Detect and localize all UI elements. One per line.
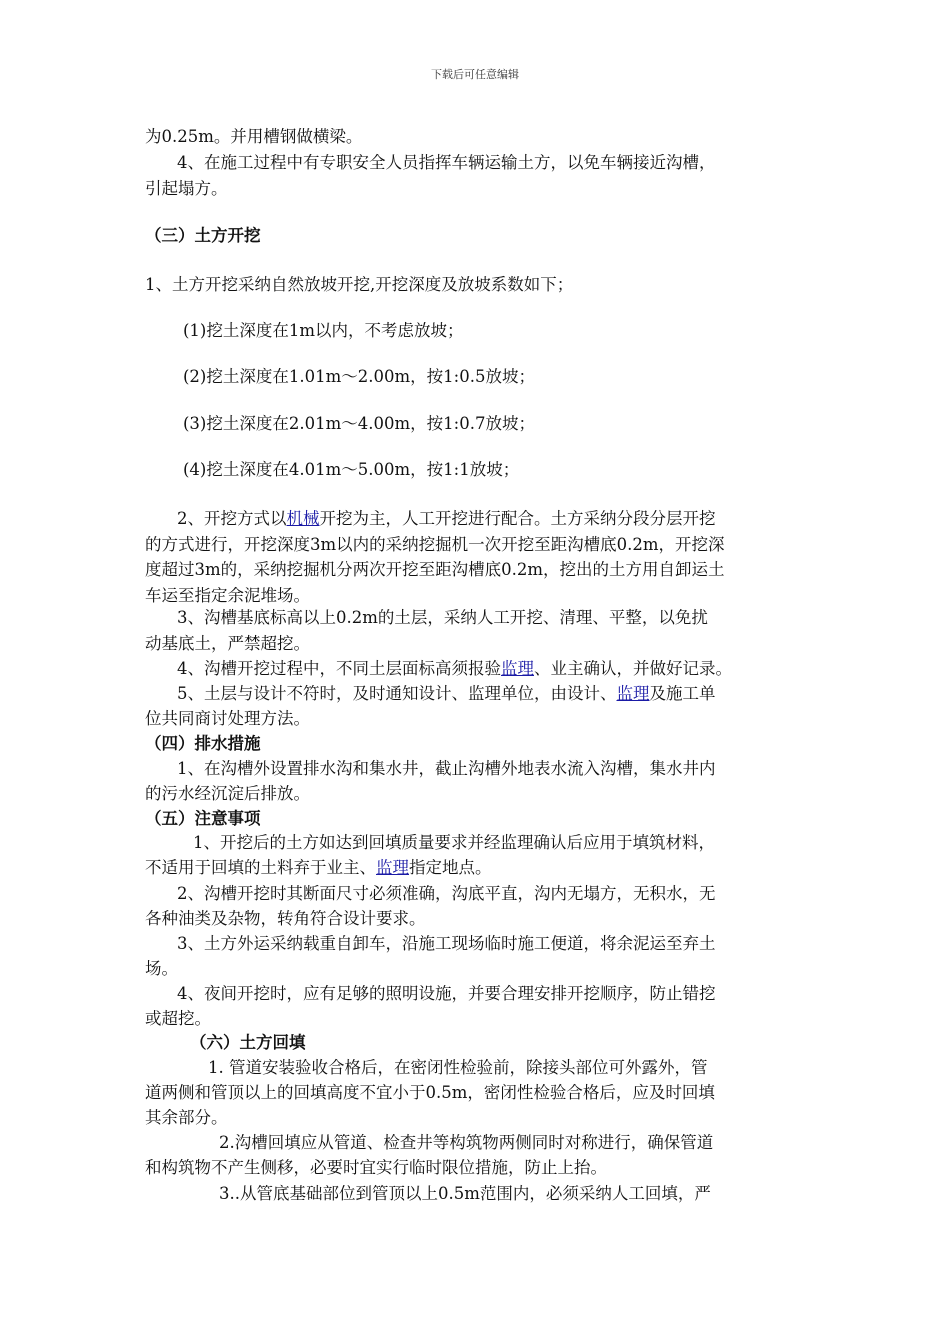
paragraph-line: 1、土方开挖采纳自然放坡开挖,开挖深度及放坡系数如下； <box>145 275 574 294</box>
section-heading-3: （三）土方开挖 <box>145 226 261 245</box>
text-span: 2、开挖方式以 <box>177 509 287 528</box>
paragraph-line: 的污水经沉淀后排放。 <box>145 784 310 803</box>
text-span: 不适用于回填的土料弃于业主、 <box>145 858 376 877</box>
link-machinery[interactable]: 机械 <box>286 509 320 528</box>
link-supervision[interactable]: 监理 <box>376 858 409 877</box>
paragraph-line: 的方式进行，开挖深度3m以内的采纳挖掘机一次开挖至距沟槽底0.2m，开挖深 <box>145 535 725 554</box>
paragraph-line: 动基底土，严禁超挖。 <box>145 634 310 653</box>
text-span: 5、土层与设计不符时，及时通知设计、监理单位，由设计、 <box>177 684 617 703</box>
page-header: 下载后可任意编辑 <box>431 68 519 81</box>
paragraph-line: 和构筑物不产生侧移，必要时宜实行临时限位措施，防止上抬。 <box>145 1158 607 1177</box>
list-item: (1)挖土深度在1m以内，不考虑放坡； <box>183 321 464 340</box>
section-heading-6: （六）土方回填 <box>190 1033 306 1052</box>
paragraph-line: 为0.25m。并用槽钢做横梁。 <box>145 127 363 146</box>
paragraph-line: 引起塌方。 <box>145 179 228 198</box>
section-heading-5: （五）注意事项 <box>145 809 261 828</box>
list-item: (3)挖土深度在2.01m～4.00m，按1:0.7放坡； <box>183 414 535 433</box>
text-span: 4、沟槽开挖过程中，不同土层面标高须报验 <box>177 659 501 678</box>
text-span: 指定地点。 <box>409 858 492 877</box>
paragraph-line: 位共同商讨处理方法。 <box>145 709 310 728</box>
paragraph-line: 4、夜间开挖时，应有足够的照明设施，并要合理安排开挖顺序，防止错挖 <box>177 984 716 1003</box>
text-span: 开挖为主，人工开挖进行配合。土方采纳分段分层开挖 <box>319 509 716 528</box>
paragraph-line: 2.沟槽回填应从管道、检查井等构筑物两侧同时对称进行，确保管道 <box>219 1133 714 1152</box>
paragraph-line <box>145 855 492 881</box>
paragraph-line: 度超过3m的，采纳挖掘机分两次开挖至距沟槽底0.2m，挖出的土方用自卸运土 <box>145 560 725 579</box>
text-span: 及施工单 <box>649 684 716 703</box>
paragraph-line: 1、在沟槽外设置排水沟和集水井，截止沟槽外地表水流入沟槽，集水井内 <box>177 759 716 778</box>
paragraph-line: 3、土方外运采纳载重自卸车，沿施工现场临时施工便道，将余泥运至弃土 <box>177 934 716 953</box>
paragraph-line: 场。 <box>145 959 178 978</box>
paragraph-line <box>177 656 732 682</box>
paragraph-line <box>177 506 716 532</box>
paragraph-line: 2、沟槽开挖时其断面尺寸必须准确，沟底平直，沟内无塌方，无积水，无 <box>177 884 716 903</box>
paragraph-line: 道两侧和管顶以上的回填高度不宜小于0.5m，密闭性检验合格后，应及时回填 <box>145 1083 715 1102</box>
paragraph-line: 3..从管底基础部位到管顶以上0.5m范围内，必须采纳人工回填，严 <box>219 1184 711 1203</box>
paragraph-line: 4、在施工过程中有专职安全人员指挥车辆运输土方，以免车辆接近沟槽， <box>177 153 716 172</box>
paragraph-line: 车运至指定余泥堆场。 <box>145 586 310 605</box>
link-supervision[interactable]: 监理 <box>616 684 650 703</box>
paragraph-line: 1. 管道安装验收合格后，在密闭性检验前，除接头部位可外露外，管 <box>208 1058 708 1077</box>
text-span: 、业主确认，并做好记录。 <box>534 659 732 678</box>
link-supervision[interactable]: 监理 <box>501 659 534 678</box>
paragraph-line: 1、开挖后的土方如达到回填质量要求并经监理确认后应用于填筑材料， <box>193 833 715 852</box>
paragraph-line: 其余部分。 <box>145 1108 228 1127</box>
paragraph-line: 或超挖。 <box>145 1009 211 1028</box>
paragraph-line <box>177 681 716 707</box>
list-item: (4)挖土深度在4.01m～5.00m，按1:1放坡； <box>183 460 520 479</box>
list-item: (2)挖土深度在1.01m～2.00m，按1:0.5放坡； <box>183 367 535 386</box>
paragraph-line: 各种油类及杂物，转角符合设计要求。 <box>145 909 426 928</box>
section-heading-4: （四）排水措施 <box>145 734 261 753</box>
paragraph-line: 3、沟槽基底标高以上0.2m的土层，采纳人工开挖、清理、平整，以免扰 <box>177 608 708 627</box>
